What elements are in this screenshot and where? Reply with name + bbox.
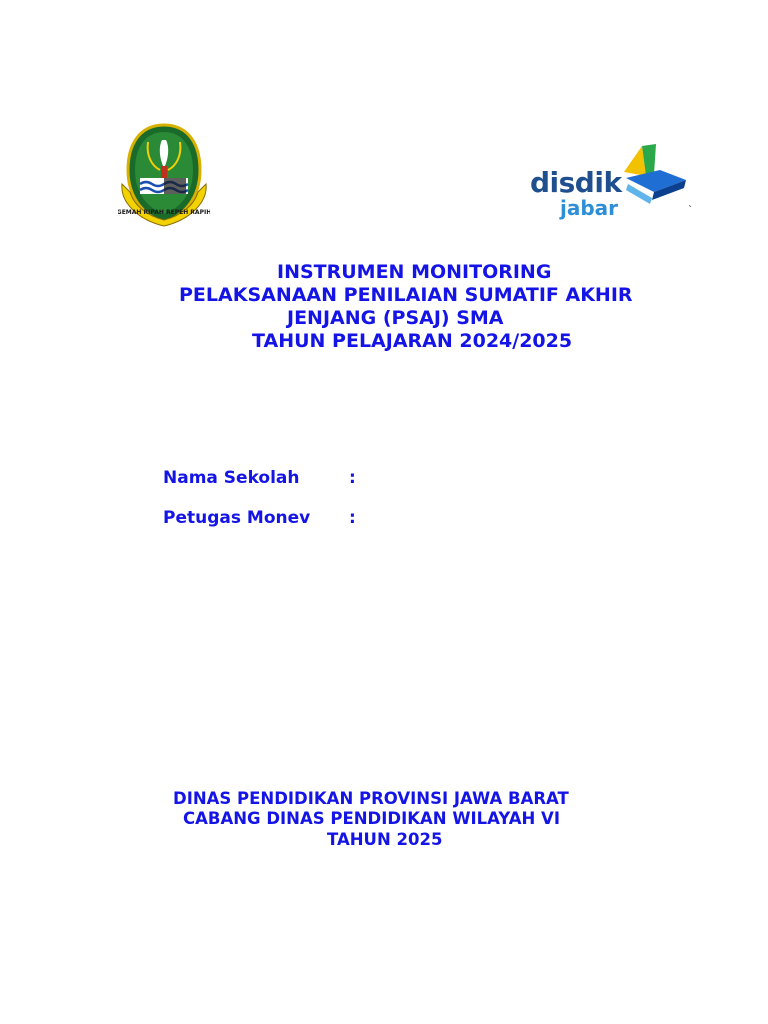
- footer-line-1: DINAS PENDIDIKAN PROVINSI JAWA BARAT: [173, 789, 569, 808]
- school-name-label: Nama Sekolah: [163, 468, 300, 488]
- title-line-3: JENJANG (PSAJ) SMA: [287, 307, 504, 329]
- logo-word-jabar: jabar: [560, 196, 619, 220]
- logo-word-disdik: disdik: [530, 166, 622, 199]
- west-java-coat-of-arms-icon: [118, 122, 210, 228]
- disdik-jabar-logo: [528, 142, 698, 226]
- title-line-2: PELAKSANAAN PENILAIAN SUMATIF AKHIR: [179, 284, 633, 306]
- monitor-officer-separator: :: [349, 508, 356, 528]
- title-line-4: TAHUN PELAJARAN 2024/2025: [252, 330, 573, 352]
- title-line-1: INSTRUMEN MONITORING: [277, 261, 552, 283]
- monitor-officer-label: Petugas Monev: [163, 508, 311, 528]
- footer-line-3: TAHUN 2025: [327, 830, 443, 849]
- book-icon: [620, 142, 692, 208]
- motto-text: GEMAH RIPAH REPEH RAPIH: [118, 209, 210, 216]
- school-name-separator: :: [349, 468, 356, 488]
- footer-line-2: CABANG DINAS PENDIDIKAN WILAYAH VI: [183, 809, 560, 828]
- stray-mark: `: [688, 205, 693, 216]
